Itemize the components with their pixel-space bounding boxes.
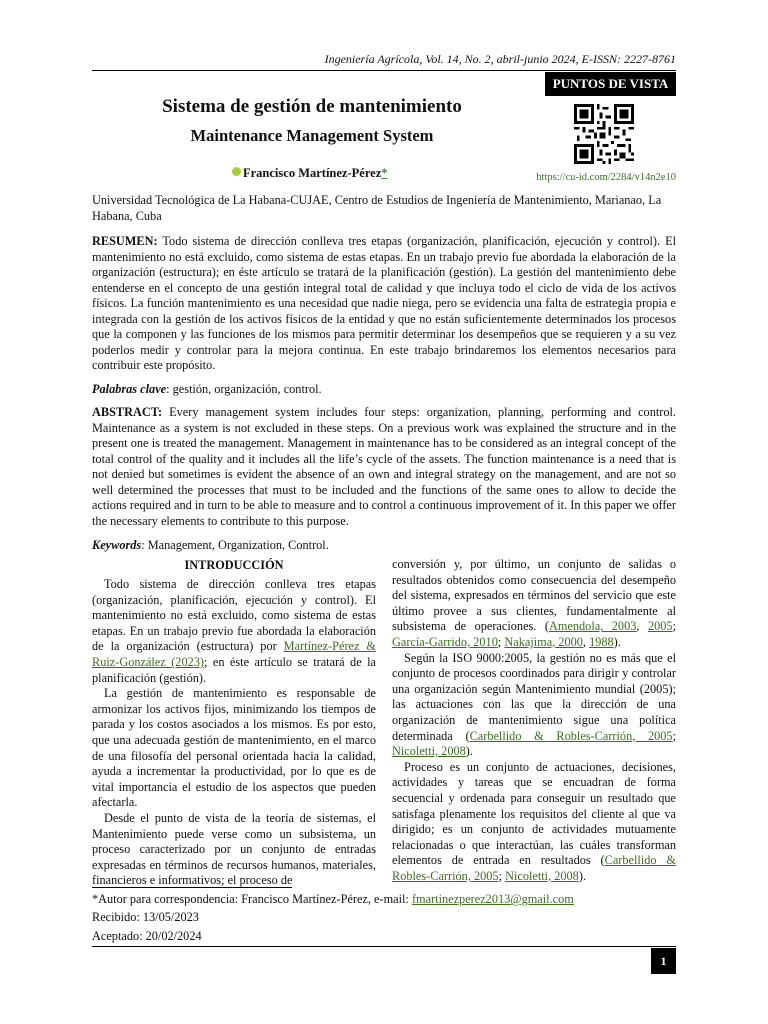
palabras-label: Palabras clave bbox=[92, 382, 167, 396]
keywords bbox=[92, 538, 676, 554]
abstract-label: ABSTRACT: bbox=[92, 405, 163, 419]
citation-link[interactable]: 1988 bbox=[589, 634, 614, 649]
palabras-text: : gestión, organización, control. bbox=[166, 382, 322, 396]
title-english: Maintenance Management System bbox=[190, 126, 434, 145]
author-line bbox=[232, 166, 388, 181]
separator: ; bbox=[672, 619, 676, 634]
doi-link[interactable]: https://cu-id.com/2284/v14n2e10 bbox=[536, 172, 676, 183]
keywords-label: Keywords bbox=[92, 538, 142, 552]
abstract-text: Every management system includes four steps: organization, planning, performing and control. Maintenance as a system is not excluded in these steps. On a previous work was explained the structure and in the present one is treated the management. Management in maintenance has to be considered as an integral concept of the total control of the quality and it includes all the life’s cycle of the assets. The function maintenance is a need that is not denied but sometimes is evident the absence of an own and integral strategy on the management, and are not so well determined the processes that must to be included and the functions of the same ones to allow to decide the actions required and in turn to be able to measure and to control a continuous improvement of it. In this paper we offer the necessary elements to contribute to this purpose. bbox=[92, 405, 676, 528]
author-name: Francisco Martínez-Pérez bbox=[243, 166, 382, 180]
citation-link[interactable]: Amendola, 2003 bbox=[548, 619, 637, 634]
title-spanish: Sistema de gestión de mantenimiento bbox=[162, 96, 462, 117]
body-column-right bbox=[392, 557, 676, 884]
affiliation: Universidad Tecnológica de La Habana-CUJAE, Centro de Estudios de Ingeniería de Mantenimiento, Marianao, La Habana, Cuba bbox=[92, 193, 662, 223]
body-paragraph bbox=[392, 651, 676, 760]
separator: , bbox=[636, 619, 648, 634]
resumen-label: RESUMEN: bbox=[92, 234, 158, 248]
paragraph-text: Según la ISO 9000:2005, la gestión no es más que el conjunto de procesos coordinados para dirigir y controlar una organización según Mantenimiento mundial (2005); las actuaciones con las que la dirección de una organización de mantenimiento sigue una política determinada ( bbox=[392, 650, 676, 743]
separator: ). bbox=[578, 868, 587, 883]
footer-rule bbox=[92, 946, 676, 947]
separator: ). bbox=[465, 744, 473, 759]
citation-link[interactable]: Martínez-Pérez & Ruiz-González (2023) bbox=[92, 639, 376, 669]
palabras-clave bbox=[92, 382, 676, 398]
correspondence-text: *Autor para correspondencia: Francisco Martínez-Pérez, e-mail: bbox=[92, 892, 412, 906]
received-date: Recibido: 13/05/2023 bbox=[92, 910, 199, 924]
page-number: 1 bbox=[651, 948, 676, 974]
journal-citation: Ingeniería Agrícola, Vol. 14, No. 2, abril-junio 2024, E-ISSN: 2227-8761 bbox=[324, 52, 676, 66]
orcid-icon[interactable] bbox=[232, 167, 241, 176]
resumen-text: Todo sistema de dirección conlleva tres etapas (organización, planificación, ejecución y control). El mantenimiento no está excluido, como sistema de estas etapas. En un trabajo previo fue abordada la elaboración de la organización (estructura); en éste artículo se tratará de la planificación (gestión). La gestión del mantenimiento debe entenderse en el concepto de una gestión integral total de calidad y que incluya todo el ciclo de vida de los activos físicos. La función mantenimiento es una necesidad que nadie niega, pero se evidencia una falta de estrategia propia e integrada con la gestión de los activos físicos de la entidad y que no están suficientemente determinados los procesos que la componen y las funciones de los mismos para permitir determinar los desempeños que se requieren y a su vez poderlos medir y controlar para la mejora continua. En este trabajo brindaremos los elementos necesarios para contribuir este propósito. bbox=[92, 234, 676, 372]
footnote-rule bbox=[92, 887, 292, 888]
citation-link[interactable]: Nicoletti, 2008 bbox=[505, 868, 579, 883]
separator: ). bbox=[613, 634, 621, 649]
paragraph-text: Todo sistema de dirección conlleva tres etapas (organización, planificación, ejecución y control). El mantenimiento no está excluido, como sistema de estas etapas. En un trabajo previo fue abordada la elaboración de la organización (estructura) por bbox=[92, 577, 376, 654]
header-rule bbox=[92, 70, 676, 71]
citation-link[interactable]: Nicoletti, 2008 bbox=[392, 744, 466, 759]
separator: ; bbox=[498, 868, 506, 883]
qr-code-icon bbox=[574, 104, 634, 164]
citation-link[interactable]: 2005 bbox=[647, 619, 673, 634]
continued-paragraph bbox=[392, 557, 676, 651]
body-column-left bbox=[92, 558, 376, 889]
section-badge: PUNTOS DE VISTA bbox=[545, 72, 676, 96]
correspondence-link[interactable]: * bbox=[381, 166, 388, 180]
citation-link[interactable]: Carbellido & Robles-Carrión, 2005 bbox=[469, 728, 673, 743]
email-link[interactable]: fmartinezperez2013@gmail.com bbox=[411, 892, 574, 906]
intro-paragraph bbox=[92, 577, 376, 686]
body-paragraph bbox=[392, 760, 676, 885]
citation-link[interactable]: Nakajima, 2000 bbox=[504, 634, 583, 649]
paragraph-text: ; en éste artículo se tratará de la planificación (gestión). bbox=[92, 654, 376, 685]
citation-link[interactable]: García-Garrido, 2010 bbox=[392, 634, 498, 649]
intro-paragraph: La gestión de mantenimiento es responsable de armonizar los activos fijos, minimizando los tiempos de parada y los costos asociados a los mismos. Es por esto, que una adecuada gestión de mantenimiento, en el marco de una filosofía del personal orientada hacia la calidad, ayuda a incrementar la productividad, por lo que es de vital importancia el estudio de los aspectos que pueden afectarla. bbox=[92, 686, 376, 810]
citation-link[interactable]: Carbellido & Robles-Carrión, 2005 bbox=[392, 853, 676, 883]
accepted-date: Aceptado: 20/02/2024 bbox=[92, 929, 202, 943]
correspondence-note bbox=[92, 892, 574, 907]
resumen-paragraph bbox=[92, 234, 676, 374]
keywords-text: : Management, Organization, Control. bbox=[141, 538, 329, 552]
separator: ; bbox=[672, 728, 676, 743]
separator: , bbox=[582, 634, 590, 649]
intro-paragraph: Desde el punto de vista de la teoría de sistemas, el Mantenimiento puede verse como un subsistema, un proceso caracterizado por un conjunto de entradas expresadas en términos de recursos humanos, materiales, financieros e informativos; el proceso de bbox=[92, 810, 376, 888]
paragraph-text: conversión y, por último, un conjunto de salidas o resultados obtenidos como consecuencia del desempeño del sistema, expresados en términos del servicio que este último provee a sus clientes, fundamentalmente al subsistema de operaciones. ( bbox=[392, 557, 676, 634]
abstract-paragraph bbox=[92, 405, 676, 529]
section-heading: INTRODUCCIÓN bbox=[184, 558, 284, 572]
separator: ; bbox=[497, 634, 505, 649]
paragraph-text: Proceso es un conjunto de actuaciones, decisiones, actividades y tareas que se encuadran de forma secuencial y ordenada para conseguir un resultado que satisfaga plenamente los requisitos del cliente al que va dirigido; es un conjunto de actividades mutuamente relacionadas o que interactúan, las cuáles transforman elementos de entrada en resultados ( bbox=[392, 759, 676, 868]
